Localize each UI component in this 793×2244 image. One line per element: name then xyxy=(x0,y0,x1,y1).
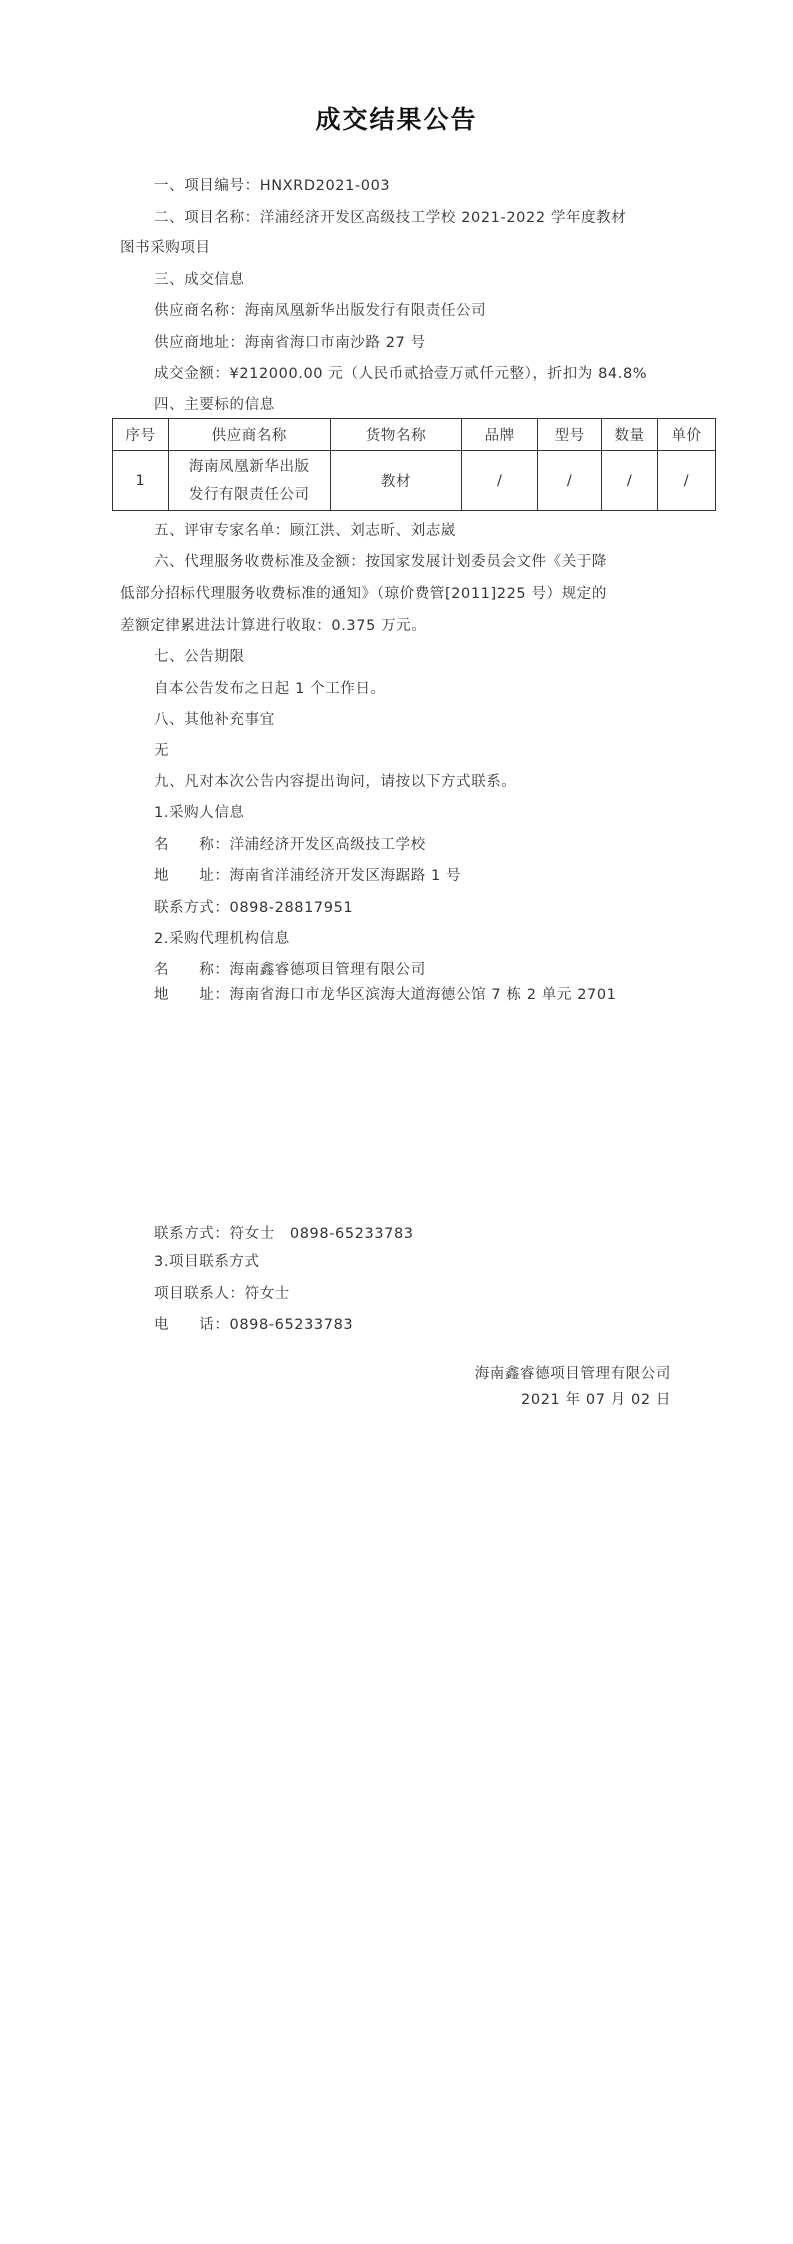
supplier-address: 供应商地址：海南省海口市南沙路 27 号 xyxy=(154,335,426,351)
project-contact-heading: 3.项目联系方式 xyxy=(154,1254,260,1270)
fee-line1: 六、代理服务收费标准及金额：按国家发展计划委员会文件《关于降 xyxy=(154,554,607,570)
project-phone: 电 话：0898-65233783 xyxy=(154,1317,354,1333)
other-heading: 八、其他补充事宜 xyxy=(154,712,275,728)
agency-address: 地 址：海南省海口市龙华区滨海大道海德公馆 7 栋 2 单元 2701 xyxy=(154,987,617,1003)
cell-seq: 1 xyxy=(113,451,169,511)
contact-heading: 九、凡对本次公告内容提出询问，请按以下方式联系。 xyxy=(154,774,517,790)
header-price: 单价 xyxy=(658,419,716,451)
agency-heading: 2.采购代理机构信息 xyxy=(154,931,290,947)
deal-info-heading: 三、成交信息 xyxy=(154,272,245,288)
agency-name: 名 称：海南鑫睿德项目管理有限公司 xyxy=(154,962,426,978)
period-text: 自本公告发布之日起 1 个工作日。 xyxy=(154,681,386,697)
cell-model: / xyxy=(538,451,602,511)
sign-company: 海南鑫睿德项目管理有限公司 xyxy=(474,1366,671,1382)
deal-amount: 成交金额：¥212000.00 元（人民币贰拾壹万贰仟元整），折扣为 84.8% xyxy=(154,366,648,382)
main-subject-heading: 四、主要标的信息 xyxy=(154,397,275,413)
table-header-row xyxy=(113,419,716,451)
agency-contact: 联系方式：符女士 0898-65233783 xyxy=(154,1226,414,1242)
cell-price: / xyxy=(658,451,716,511)
project-contact-person: 项目联系人：符女士 xyxy=(154,1286,290,1302)
other-text: 无 xyxy=(154,743,170,759)
header-goods: 货物名称 xyxy=(330,419,462,451)
period-heading: 七、公告期限 xyxy=(154,649,245,665)
sign-date: 2021 年 07 月 02 日 xyxy=(521,1392,671,1408)
table-row xyxy=(113,451,716,511)
page-title: 成交结果公告 xyxy=(315,105,478,134)
experts: 五、评审专家名单：顾江洪、刘志昕、刘志崴 xyxy=(154,523,456,539)
project-number: 一、项目编号：HNXRD2021-003 xyxy=(154,178,391,194)
supplier-name: 供应商名称：海南凤凰新华出版发行有限责任公司 xyxy=(154,303,487,319)
purchaser-address: 地 址：海南省洋浦经济开发区海踞路 1 号 xyxy=(154,868,462,884)
cell-brand: / xyxy=(462,451,538,511)
purchaser-name: 名 称：洋浦经济开发区高级技工学校 xyxy=(154,837,426,853)
fee-line2: 低部分招标代理服务收费标准的通知》（琼价费管[2011]225 号）规定的 xyxy=(120,586,607,602)
cell-supplier xyxy=(168,451,330,511)
header-model: 型号 xyxy=(538,419,602,451)
header-seq: 序号 xyxy=(113,419,169,451)
cell-supplier-line2: 发行有限责任公司 xyxy=(188,486,310,503)
purchaser-contact: 联系方式：0898-28817951 xyxy=(154,900,354,916)
cell-supplier-line1: 海南凤凰新华出版 xyxy=(188,458,310,475)
purchaser-heading: 1.采购人信息 xyxy=(154,805,245,821)
header-supplier: 供应商名称 xyxy=(168,419,330,451)
project-name-line1: 二、项目名称：洋浦经济开发区高级技工学校 2021-2022 学年度教材 xyxy=(154,210,627,226)
main-subject-table xyxy=(112,418,716,511)
header-brand: 品牌 xyxy=(462,419,538,451)
project-name-line2: 图书采购项目 xyxy=(120,240,211,256)
header-qty: 数量 xyxy=(602,419,658,451)
cell-qty: / xyxy=(602,451,658,511)
fee-line3: 差额定律累进法计算进行收取：0.375 万元。 xyxy=(120,618,427,634)
cell-goods: 教材 xyxy=(330,451,462,511)
